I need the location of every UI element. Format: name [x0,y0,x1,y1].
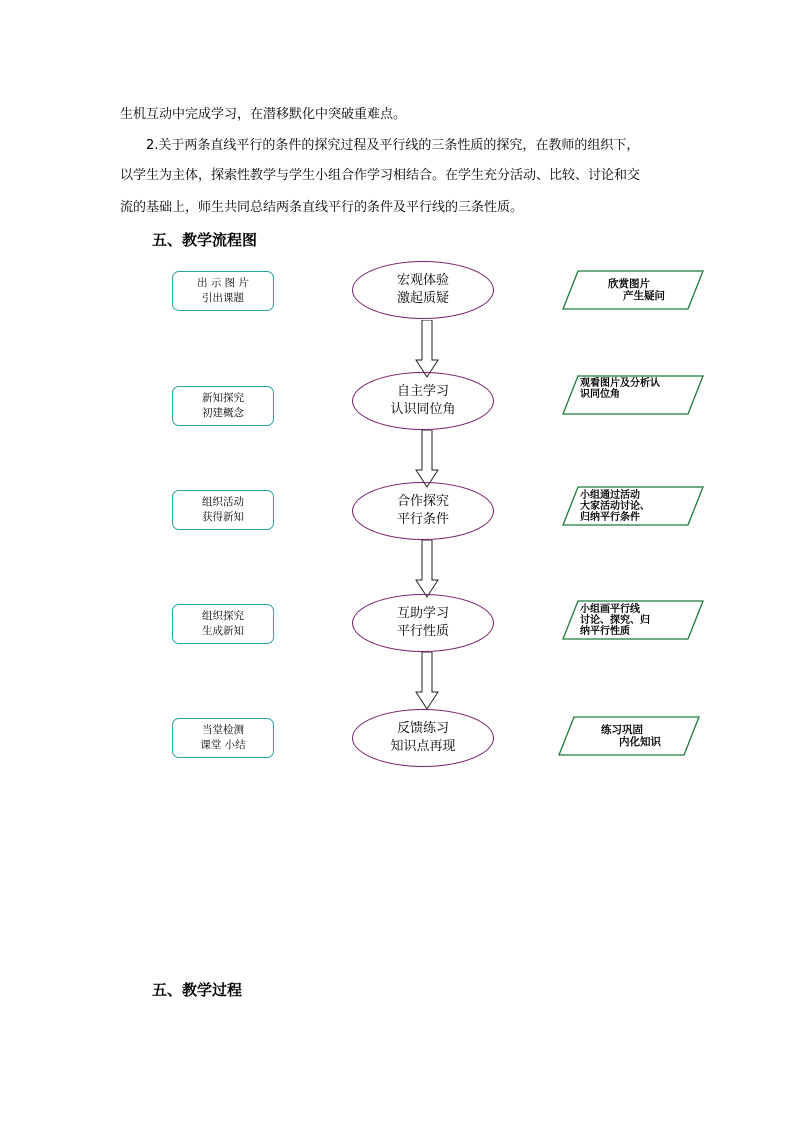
process-heading: 五、教学过程 [152,981,243,999]
student-activity-line: 纳平行性质 [580,625,630,637]
stage-line: 认识同位角 [390,402,456,417]
student-activity-line: 小组通过活动 [580,489,640,501]
student-activity-text [580,600,688,640]
teacher-step-line: 引出课题 [202,292,244,304]
stage-line: 合作探究 [396,494,449,509]
down-arrow-icon [415,320,439,378]
stage-line: 平行性质 [396,624,449,639]
student-activity-line: 小组画平行线 [580,603,640,615]
student-activity-shape-1 [562,270,704,310]
paragraph-line-3: 以学生为主体，探索性教学与学生小组合作学习相结合。在学生充分活动、比较、讨论和交 [120,168,641,183]
student-activity-line: 归纳平行条件 [580,511,640,523]
stage-oval-3 [352,482,494,540]
stage-line: 自主学习 [396,384,449,399]
student-activity-line: 讨论、探究、归 [580,614,650,626]
student-activity-shape-2 [562,375,704,415]
student-activity-line: 识同位角 [580,389,620,400]
teacher-step-box-3 [172,490,274,530]
stage-oval-4 [352,594,494,652]
teacher-step-box-1 [172,271,274,311]
flowchart-heading: 五、教学流程图 [152,231,258,249]
student-activity-line: 欣赏图片 [608,278,650,290]
student-activity-line: 大家活动讨论、 [580,500,650,512]
teacher-step-line: 课堂 小结 [200,739,246,751]
stage-line: 激起质疑 [396,291,449,306]
stage-line: 反馈练习 [396,721,449,736]
student-activity-line: 练习巩固 [601,724,643,736]
stage-oval-1 [352,261,494,319]
student-activity-line: 产生疑问 [623,290,665,302]
paragraph-line-2: 2.关于两条直线平行的条件的探究过程及平行线的三条性质的探究，在教师的组织下， [146,138,640,153]
teacher-step-line: 出 示 图 片 [196,277,249,289]
student-activity-text [580,486,688,526]
teacher-step-box-2 [172,386,274,426]
teacher-step-line: 当堂检测 [202,724,244,736]
teacher-step-line: 初建概念 [202,407,244,419]
student-activity-text [576,716,684,756]
student-activity-line: 内化知识 [619,736,661,748]
stage-line: 宏观体验 [396,273,449,288]
student-activity-shape-5 [558,716,700,756]
down-arrow-icon [415,652,439,710]
teacher-step-line: 新知探究 [202,392,244,404]
teacher-step-box-5 [172,718,274,758]
teacher-step-line: 组织探究 [202,610,244,622]
stage-line: 知识点再现 [390,739,456,754]
stage-oval-2 [352,372,494,430]
paragraph-line-4: 流的基础上，师生共同总结两条直线平行的条件及平行线的三条性质。 [120,200,524,215]
student-activity-text [580,270,688,310]
student-activity-shape-4 [562,600,704,640]
teacher-step-line: 生成新知 [202,625,244,637]
teacher-step-box-4 [172,604,274,644]
teacher-step-line: 获得新知 [202,511,244,523]
down-arrow-icon [415,540,439,598]
student-activity-shape-3 [562,486,704,526]
student-activity-text [580,375,688,418]
student-activity-line: 观看图片及分析认 [580,378,660,389]
down-arrow-icon [415,430,439,488]
stage-oval-5 [352,709,494,767]
stage-line: 平行条件 [396,512,449,527]
teacher-step-line: 组织活动 [202,496,244,508]
paragraph-line-1: 生机互动中完成学习，在潜移默化中突破重难点。 [120,107,407,122]
stage-line: 互助学习 [396,606,449,621]
